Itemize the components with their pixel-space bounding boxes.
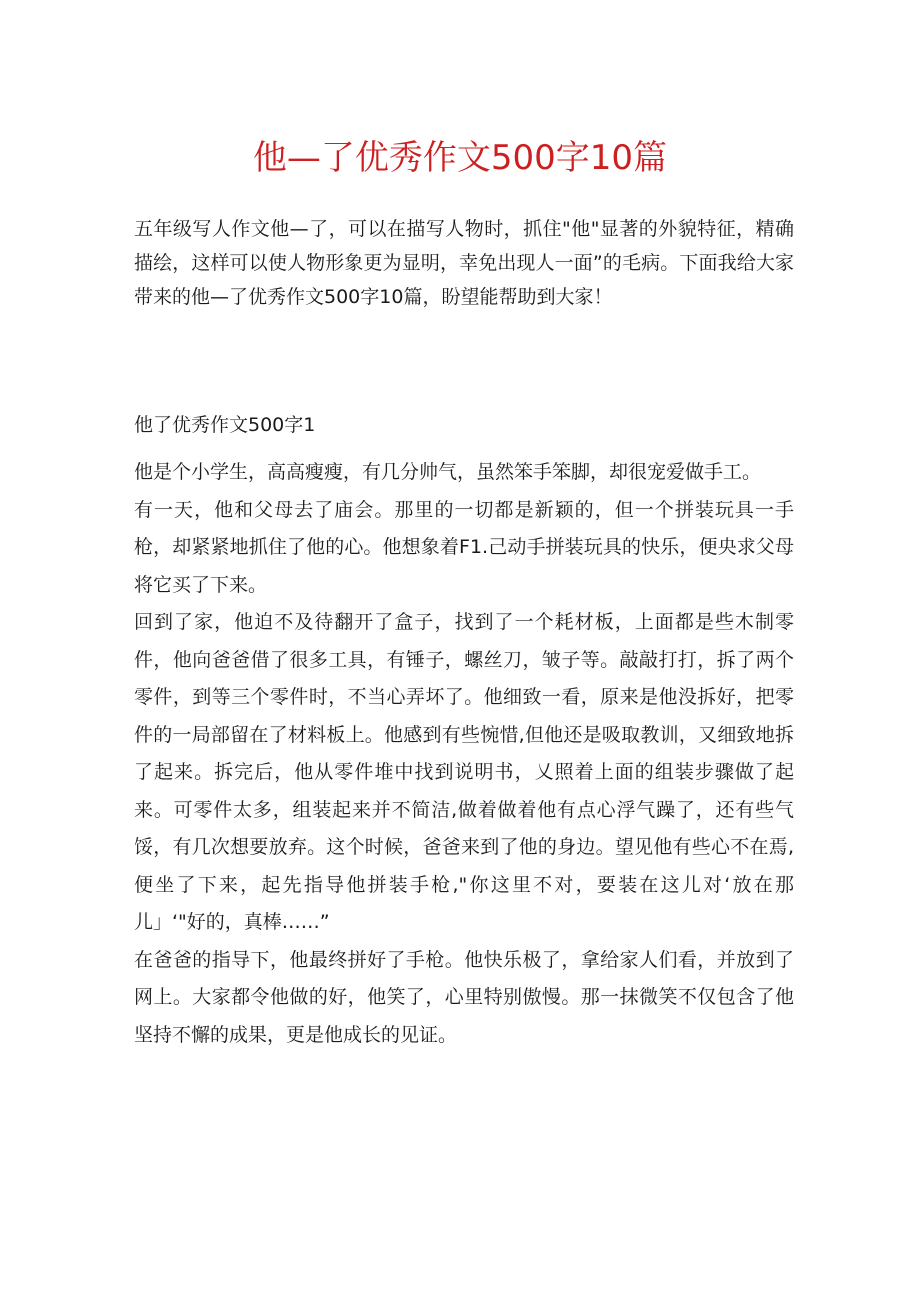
essay-paragraph: 他是个小学生，高高瘦瘦，有几分帅气，虽然笨手笨脚，却很宠爱做手工。 xyxy=(134,461,762,483)
intro-paragraph: 五年级写人作文他—了，可以在描写人物时，抓住"他"显著的外貌特征，精确描绘，这样可以使人物形象更为显明，幸免出现人一面”的毛病。下面我给大家带来的他—了优秀作文500字10篇，盼望能帮助到大家！ xyxy=(134,218,794,308)
essay-paragraph: 有一天，他和父母去了庙会。那里的一切都是新颖的，但一个拼装玩具一手枪，却紧紧地抓住了他的心。他想象着F1.己动手拼装玩具的快乐，便央求父母将它买了下来。 xyxy=(134,498,794,596)
essay-paragraph: 回到了家，他迫不及待翻开了盒子，找到了一个耗材板，上面都是些木制零件，他向爸爸借了很多工具，有锤子，螺丝刀，皱子等。敲敲打打，拆了两个零件，到等三个零件时，不当心弄坏了。他细致一看，原来是他没拆好，把零件的一局部留在了材料板上。他感到有些惋惜,但他还是吸取教训，又细致地拆了起来。拆完后，他从零件堆中找到说明书，乂照着上面的组装步骤做了起来。可零件太多，组装起来并不简洁,做着做着他有点心浮气躁了，还有些气馁，有几次想要放弃。这个时候，爸爸来到了他的身边。望见他有些心不在焉,便坐了下来，起先指导他拼装手枪,"你这里不对，要装在这儿对‘放在那儿」‘"好的，真棒……” xyxy=(134,611,794,933)
intro-paragraph-block xyxy=(134,212,794,314)
essay-paragraph: 在爸爸的指导下，他最终拼好了手枪。他快乐极了，拿给家人们看，并放到了网上。大家都令他做的好，他笑了，心里特别傲慢。那一抹微笑不仅包含了他坚持不懈的成果，更是他成长的见证。 xyxy=(134,948,794,1046)
document-title: 他—了优秀作文500字10篇 xyxy=(252,138,668,178)
section-heading: 他了优秀作文500字1 xyxy=(134,414,316,436)
essay-body xyxy=(134,454,794,1054)
